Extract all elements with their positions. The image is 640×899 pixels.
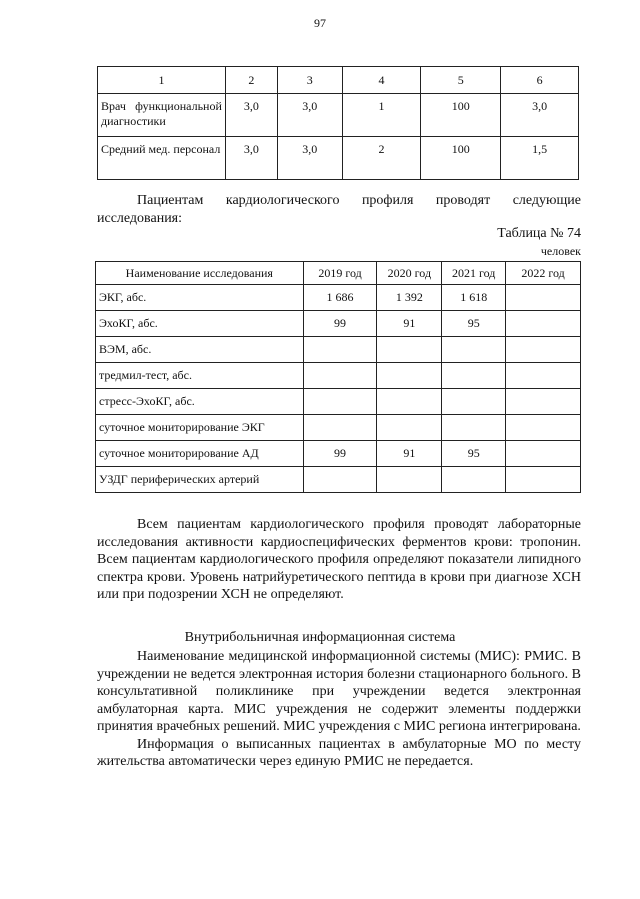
column-header: 2022 год [506,262,581,285]
table-cell: Средний мед. персонал [98,137,226,180]
mis-paragraph: Информация о выписанных пациентах в амбулаторные МО по месту жительства автоматически через единую РМИС не передается. [97,736,581,769]
table-cell: 3,0 [501,94,579,137]
table-cell [303,389,377,415]
column-header: 2021 год [442,262,506,285]
table-cell: 91 [377,311,442,337]
table-cell [506,467,581,493]
table-cell [442,467,506,493]
table-cell [377,337,442,363]
table-cell [377,363,442,389]
table-cell [303,415,377,441]
intro-paragraph: Пациентам кардиологического профиля проводят следующие исследования: [97,193,581,226]
table-cell [442,415,506,441]
table-cell: тредмил-тест, абс. [96,363,304,389]
mis-section [97,648,581,771]
table-row [96,467,581,493]
table-header-row [98,67,579,94]
table-cell: 100 [421,137,501,180]
staff-table [97,66,579,180]
table-header-row [96,262,581,285]
table-cell: 1,5 [501,137,579,180]
table-row [96,337,581,363]
table-cell [442,337,506,363]
table-cell: 1 686 [303,285,377,311]
lab-paragraph: Всем пациентам кардиологического профиля проводят лабораторные исследования активности кардиоспецифических ферментов крови: тропонин. Всем пациентам кардиологического профиля определяют показатели липидного спектра крови. Уровень натрийуретического пептида в крови при диагнозе ХСН или при подозрении ХСН не определяют. [97,517,581,602]
table-row [96,311,581,337]
table-cell [506,415,581,441]
table-cell: ВЭМ, абс. [96,337,304,363]
table-cell: 95 [442,311,506,337]
table-cell: 3,0 [225,94,277,137]
column-header: 2020 год [377,262,442,285]
table-cell: 100 [421,94,501,137]
table-cell [506,285,581,311]
table-cell [506,337,581,363]
table-cell: 1 392 [377,285,442,311]
table-cell [442,363,506,389]
page-number: 97 [314,16,326,30]
table-cell: суточное мониторирование АД [96,441,304,467]
table-cell: 99 [303,311,377,337]
column-header: 3 [277,67,342,94]
unit-label: человек [540,244,581,258]
column-header: 1 [98,67,226,94]
column-header: 4 [342,67,421,94]
column-header: Наименование исследования [96,262,304,285]
table-cell [303,363,377,389]
column-header: 5 [421,67,501,94]
table-row [96,389,581,415]
table-cell: 3,0 [277,137,342,180]
table-cell [303,337,377,363]
table-cell: стресс-ЭхоКГ, абс. [96,389,304,415]
table-row [96,441,581,467]
table-row [98,94,579,137]
table-cell: суточное мониторирование ЭКГ [96,415,304,441]
table-cell [377,415,442,441]
mis-paragraph: Наименование медицинской информационной системы (МИС): РМИС. В учреждении не ведется электронная история болезни стационарного больного. В консультативной поликлинике при учреждении ведется электронная амбулаторная карта. МИС учреждения не содержит элементы поддержки принятия врачебных решений. МИС учреждения с МИС региона интегрирована. [97,649,581,734]
column-header: 2 [225,67,277,94]
table-caption: Таблица № 74 [497,226,581,241]
table-cell: 1 [342,94,421,137]
table-cell: Врач функциональной диагностики [98,94,226,137]
table-cell: ЭхоКГ, абс. [96,311,304,337]
table-row [98,137,579,180]
table-cell: 3,0 [225,137,277,180]
table-cell: 91 [377,441,442,467]
column-header: 6 [501,67,579,94]
table-cell: 2 [342,137,421,180]
table-cell [377,389,442,415]
tests-table [95,261,581,493]
table-cell: 1 618 [442,285,506,311]
table-row [96,285,581,311]
table-cell: ЭКГ, абс. [96,285,304,311]
column-header: 2019 год [303,262,377,285]
table-cell: 3,0 [277,94,342,137]
table-cell [506,441,581,467]
table-cell [442,389,506,415]
section-title: Внутрибольничная информационная система [184,630,456,645]
table-cell [303,467,377,493]
table-cell [506,311,581,337]
table-row [96,415,581,441]
table-cell [506,389,581,415]
table-cell: 95 [442,441,506,467]
table-cell [506,363,581,389]
table-row [96,363,581,389]
table-cell: УЗДГ периферических артерий [96,467,304,493]
table-cell [377,467,442,493]
table-cell: 99 [303,441,377,467]
